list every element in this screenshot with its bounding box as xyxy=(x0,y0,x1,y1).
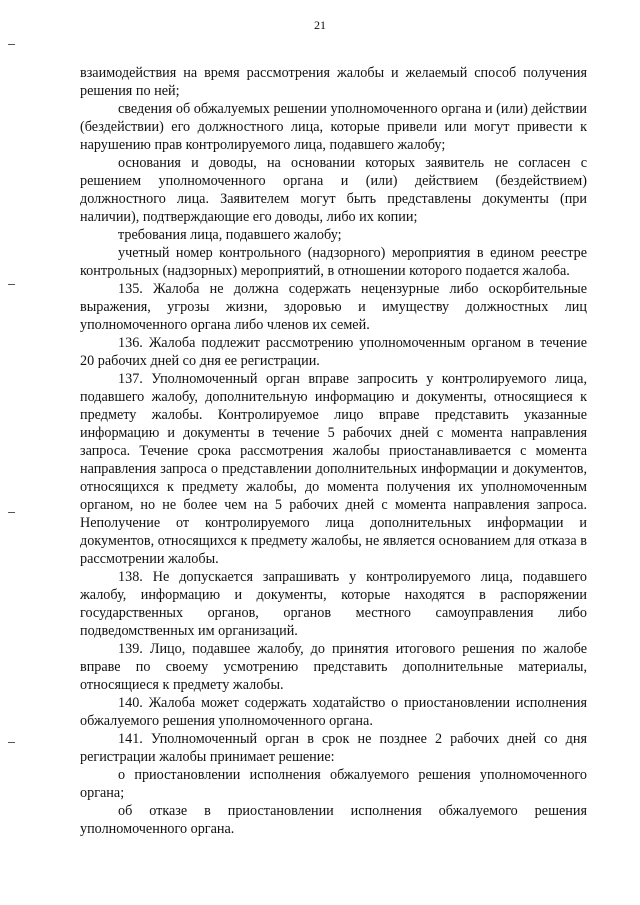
paragraph: учетный номер контрольного (надзорного) мероприятия в едином реестре контрольных (надзорных) мероприятий, в отношении которого подается жалоба. xyxy=(80,245,587,279)
scan-mark xyxy=(8,44,15,45)
page-number: 21 xyxy=(314,18,326,32)
paragraph: об отказе в приостановлении исполнения обжалуемого решения уполномоченного органа. xyxy=(80,803,587,837)
paragraph: 140. Жалоба может содержать ходатайство о приостановлении исполнения обжалуемого решения уполномоченного органа. xyxy=(80,695,587,729)
scan-mark xyxy=(8,512,15,513)
paragraph: 136. Жалоба подлежит рассмотрению уполномоченным органом в течение 20 рабочих дней со дня ее регистрации. xyxy=(80,335,587,369)
paragraph: 139. Лицо, подавшее жалобу, до принятия итогового решения по жалобе вправе по своему усмотрению представить дополнительные материалы, относящиеся к предмету жалобы. xyxy=(80,641,587,693)
paragraph: сведения об обжалуемых решении уполномоченного органа и (или) действии (бездействии) его должностного лица, которые привели или могут привести к нарушению прав контролируемого лица, подавшего жалобу; xyxy=(80,101,587,153)
paragraph: 141. Уполномоченный орган в срок не позднее 2 рабочих дней со дня регистрации жалобы принимает решение: xyxy=(80,731,587,765)
scan-mark xyxy=(8,742,15,743)
paragraph: 137. Уполномоченный орган вправе запросить у контролируемого лица, подавшего жалобу, дополнительную информацию и документы, относящиеся к предмету жалобы. Контролируемое лицо вправе представить указанные информацию и документы в течение 5 рабочих дней с момента направления запроса. Течение срока рассмотрения жалобы приостанавливается с момента направления запроса о представлении дополнительных информации и документов, относящихся к предмету жалобы, до момента получения их уполномоченным органом, но не более чем на 5 рабочих дней с момента направления запроса. Неполучение от контролируемого лица дополнительных информации и документов, относящихся к предмету жалобы, не является основанием для отказа в рассмотрении жалобы. xyxy=(80,371,587,567)
paragraph: 138. Не допускается запрашивать у контролируемого лица, подавшего жалобу, информацию и документы, которые находятся в распоряжении государственных органов, органов местного самоуправления либо подведомственных им организаций. xyxy=(80,569,587,639)
paragraph: основания и доводы, на основании которых заявитель не согласен с решением уполномоченного органа и (или) действием (бездействием) должностного лица. Заявителем могут быть представлены документы (при наличии), подтверждающие его доводы, либо их копии; xyxy=(80,155,587,225)
paragraph: требования лица, подавшего жалобу; xyxy=(118,227,342,243)
scan-mark xyxy=(8,284,15,285)
document-body xyxy=(80,64,587,838)
paragraph: 135. Жалоба не должна содержать нецензурные либо оскорбительные выражения, угрозы жизни, здоровью и имуществу должностных лиц уполномоченного органа либо членов их семей. xyxy=(80,281,587,333)
paragraph: взаимодействия на время рассмотрения жалобы и желаемый способ получения решения по ней; xyxy=(80,65,587,99)
paragraph: о приостановлении исполнения обжалуемого решения уполномоченного органа; xyxy=(80,767,587,801)
